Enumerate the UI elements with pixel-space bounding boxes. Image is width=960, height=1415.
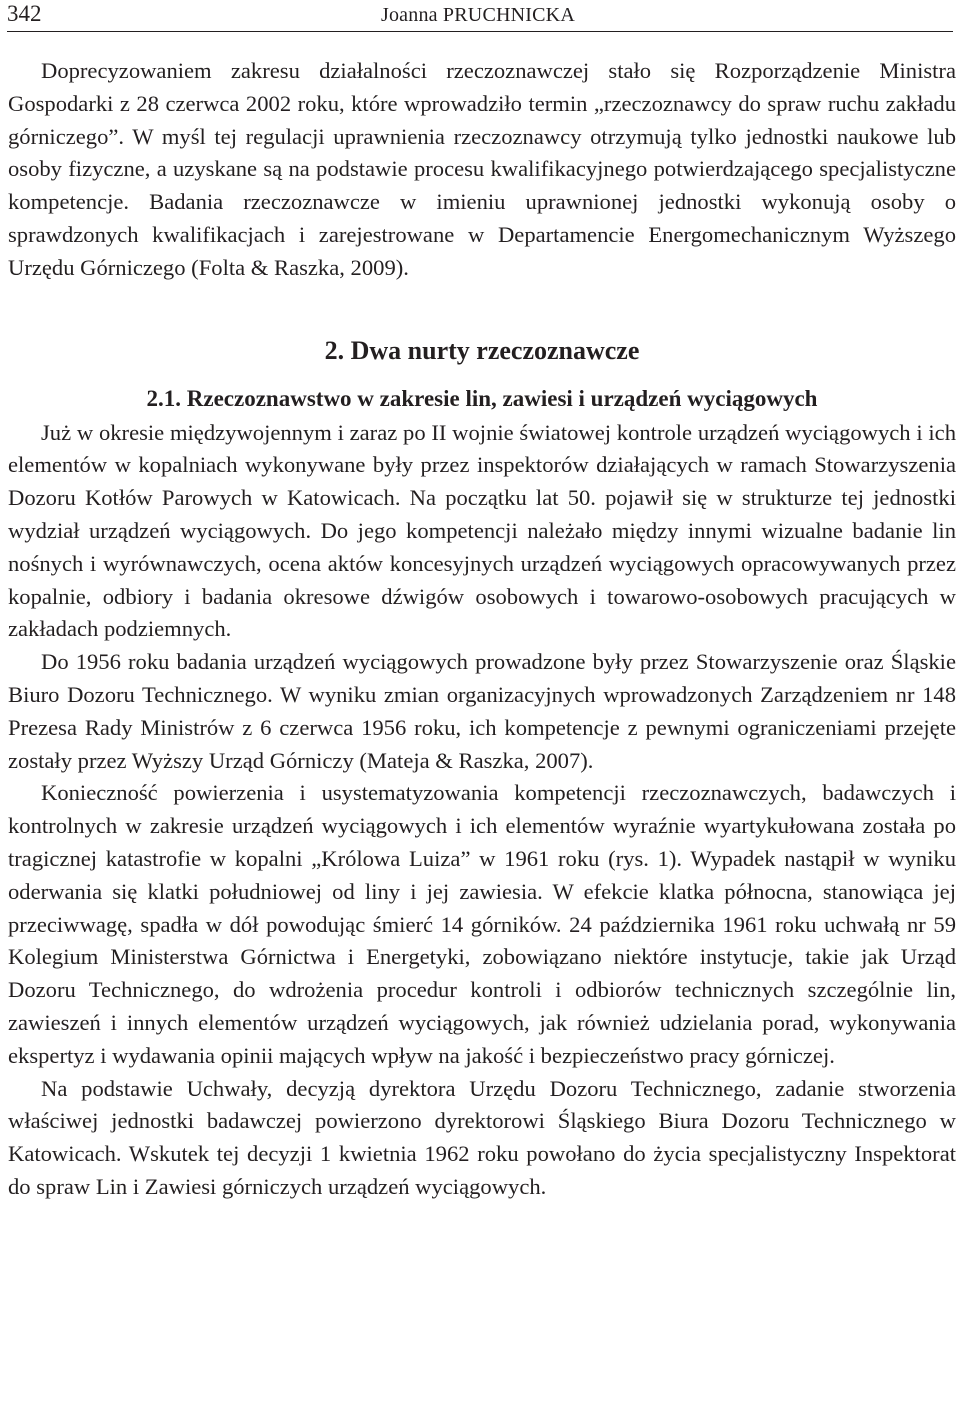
body-paragraph: Doprecyzowaniem zakresu działalności rzeczoznawczej stało się Rozporządzenie Ministra Gospodarki z 28 czerwca 2002 roku, które wprowadziło termin „rzeczoznawcy do spraw ruchu zakładu górniczego”. W myśl tej regulacji uprawnienia rzeczoznawcy otrzymują tylko jednostki naukowe lub osoby fizyczne, a uzyskane są na podstawie procesu kwalifikacyjnego potwierdzającego specjalistyczne kompetencje. Badania rzeczoznawcze w imieniu uprawnionej jednostki wykonują osoby o sprawdzonych kwalifikacjach i zarejestrowane w Departamencie Energomechanicznym Wyższego Urzędu Górniczego (Folta & Raszka, 2009).: [8, 58, 956, 280]
page-number: 342: [7, 1, 42, 26]
subsection-heading: 2.1. Rzeczoznawstwo w zakresie lin, zawiesi i urządzeń wyciągowych: [146, 385, 818, 411]
running-head-author: Joanna PRUCHNICKA: [381, 4, 575, 26]
body-paragraph: Na podstawie Uchwały, decyzją dyrektora Urzędu Dozoru Technicznego, zadanie stworzenia właściwej jednostki badawczej powierzono dyrektorowi Śląskiego Biura Dozoru Technicznego w Katowicach. Wskutek tej decyzji 1 kwietnia 1962 roku powołano do życia specjalistyczny Inspektorat do spraw Lin i Zawiesi górniczych urządzeń wyciągowych.: [8, 1075, 956, 1199]
page-header: [7, 0, 953, 32]
body-paragraph: Konieczność powierzenia i usystematyzowania kompetencji rzeczoznawczych, badawczych i kontrolnych w zakresie urządzeń wyciągowych i ich elementów wyraźnie wyartykułowana została po tragicznej katastrofie w kopalni „Królowa Luiza” w 1961 roku (rys. 1). Wypadek nastąpił w wyniku oderwania się klatki południowej od liny i jej zawiesia. W efekcie klatka północna, stanowiąca jej przeciwwagę, spadła w dół powodując śmierć 14 górników. 24 października 1961 roku uchwałą nr 59 Kolegium Ministerstwa Górnictwa i Energetyki, zobowiązano niektóre instytucje, takie jak Urząd Dozoru Technicznego, do wdrożenia procedur kontroli i odbiorów technicznych szczególnie lin, zawieszeń i innych elementów urządzeń wyciągowych, jak również udzielania porad, wykonywania ekspertyz i wydawania opinii mających wpływ na jakość i bezpieczeństwo pracy górniczej.: [8, 780, 956, 1068]
body-paragraph: Już w okresie międzywojennym i zaraz po II wojnie światowej kontrole urządzeń wyciągowych i ich elementów w kopalniach wykonywane były przez inspektorów działających w ramach Stowarzyszenia Dozoru Kotłów Parowych w Katowicach. Na początku lat 50. pojawił się w strukturze tej jednostki wydział urządzeń wyciągowych. Do jego kompetencji należało między innymi wizualne badanie lin nośnych i wyrównawczych, ocena aktów koncesyjnych urządzeń wyciągowych opracowywanych przez kopalnie, odbiory i badania okresowe dźwigów osobowych i towarowo-osobowych pracujących w zakładach podziemnych.: [8, 419, 956, 642]
page-body: [8, 55, 956, 1204]
body-paragraph: Do 1956 roku badania urządzeń wyciągowych prowadzone były przez Stowarzyszenie oraz Śląskie Biuro Dozoru Technicznego. W wyniku zmian organizacyjnych wprowadzonych Zarządzeniem nr 148 Prezesa Rady Ministrów z 6 czerwca 1956 roku, ich kompetencje z pewnymi ograniczeniami przejęte zostały przez Wyższy Urząd Górniczy (Mateja & Raszka, 2007).: [8, 649, 956, 773]
section-heading: 2. Dwa nurty rzeczoznawcze: [324, 335, 640, 365]
